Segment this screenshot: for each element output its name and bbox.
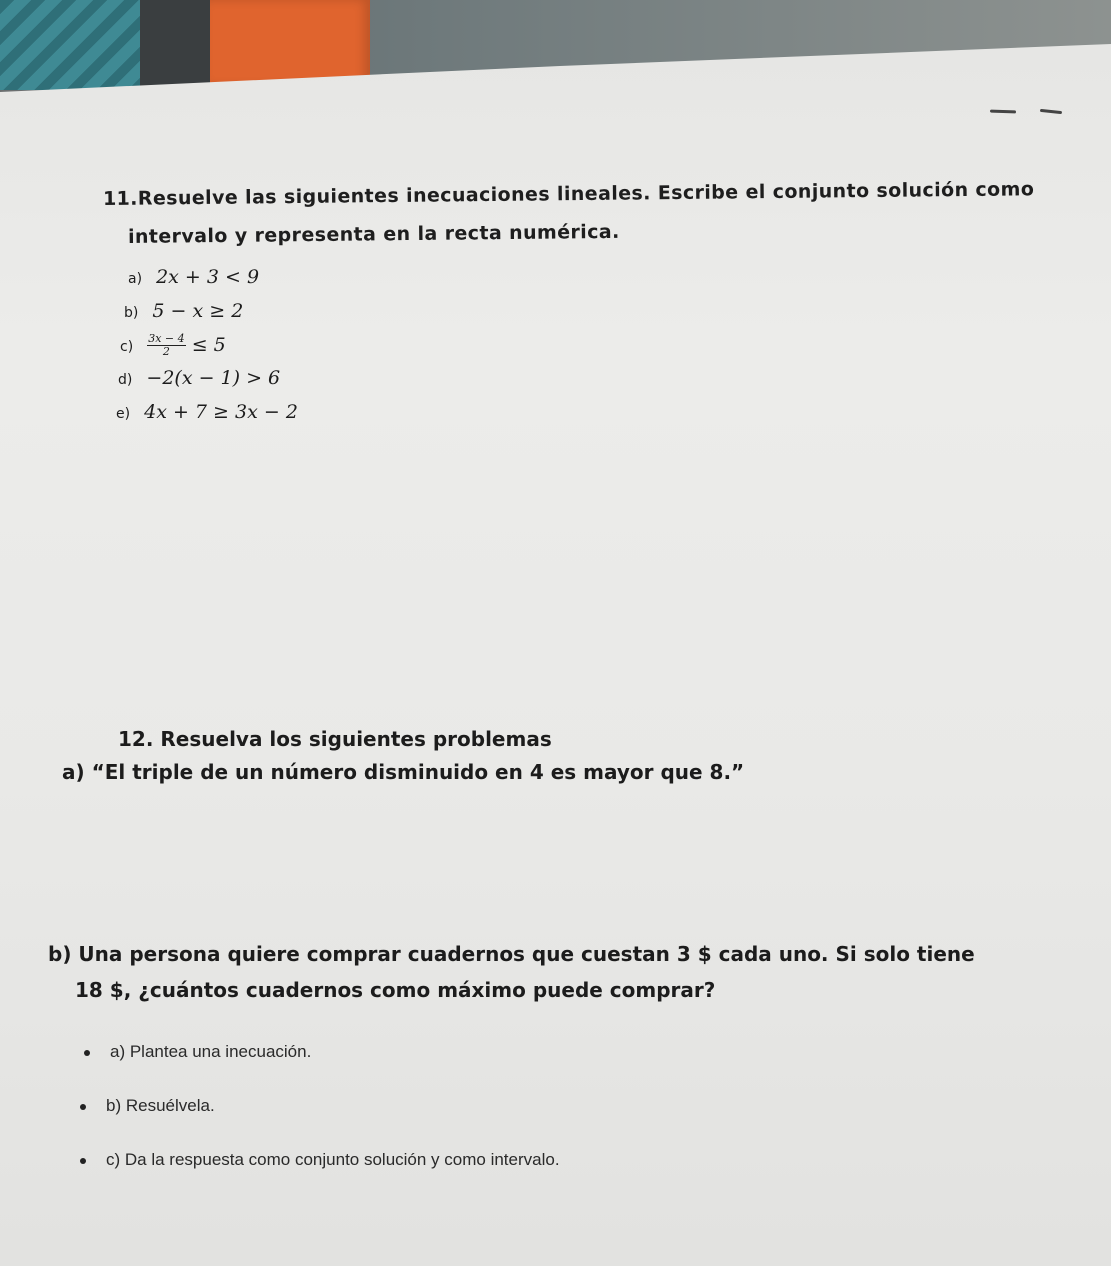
problem-b-cont: 18 $, ¿cuántos cuadernos como máximo puede comprar? — [75, 978, 716, 1002]
fraction-numerator: 3x − 4 — [148, 332, 185, 345]
list-item — [84, 1042, 311, 1062]
item-label: d) — [118, 372, 133, 388]
inequality-b — [124, 300, 243, 322]
inequality-a — [128, 266, 259, 288]
inequality-expression: 4x + 7 ≥ 3x − 2 — [144, 401, 298, 423]
bullet-icon — [84, 1050, 90, 1056]
question-12-title: 12. Resuelva los siguientes problemas — [118, 727, 552, 751]
item-label: a) — [128, 271, 143, 287]
problem-a: a) “El triple de un número disminuido en 4 es mayor que 8.” — [62, 760, 745, 784]
background-dark-object — [140, 0, 210, 88]
background-orange-object — [210, 0, 370, 86]
fraction-denominator: 2 — [162, 345, 170, 358]
list-item-text: a) Plantea una inecuación. — [110, 1042, 312, 1061]
bullet-icon — [80, 1158, 86, 1164]
inequality-expression: −2(x − 1) > 6 — [146, 367, 281, 389]
inequality-e — [116, 401, 298, 423]
list-item — [80, 1096, 215, 1116]
list-item-text: c) Da la respuesta como conjunto solución y como intervalo. — [106, 1150, 560, 1169]
bullet-icon — [80, 1104, 86, 1110]
question-11-title: 11.Resuelve las siguientes inecuaciones lineales. Escribe el conjunto solución como — [102, 178, 1035, 210]
inequality-d — [118, 367, 280, 389]
inequality-c — [120, 333, 226, 358]
list-item-text: b) Resuélvela. — [106, 1096, 215, 1115]
background-teal-object — [0, 0, 140, 90]
item-label: c) — [120, 339, 134, 355]
question-11-title-cont: intervalo y representa en la recta numérica. — [127, 220, 620, 248]
fraction — [147, 333, 185, 358]
inequality-expression: 5 − x ≥ 2 — [152, 300, 244, 322]
item-label: b) — [124, 305, 139, 321]
inequality-expression: ≤ 5 — [191, 334, 226, 356]
inequality-expression: 2x + 3 < 9 — [156, 266, 260, 288]
problem-b: b) Una persona quiere comprar cuadernos que cuestan 3 $ cada uno. Si solo tiene — [48, 942, 975, 966]
item-label: e) — [116, 406, 131, 422]
list-item — [80, 1150, 560, 1170]
